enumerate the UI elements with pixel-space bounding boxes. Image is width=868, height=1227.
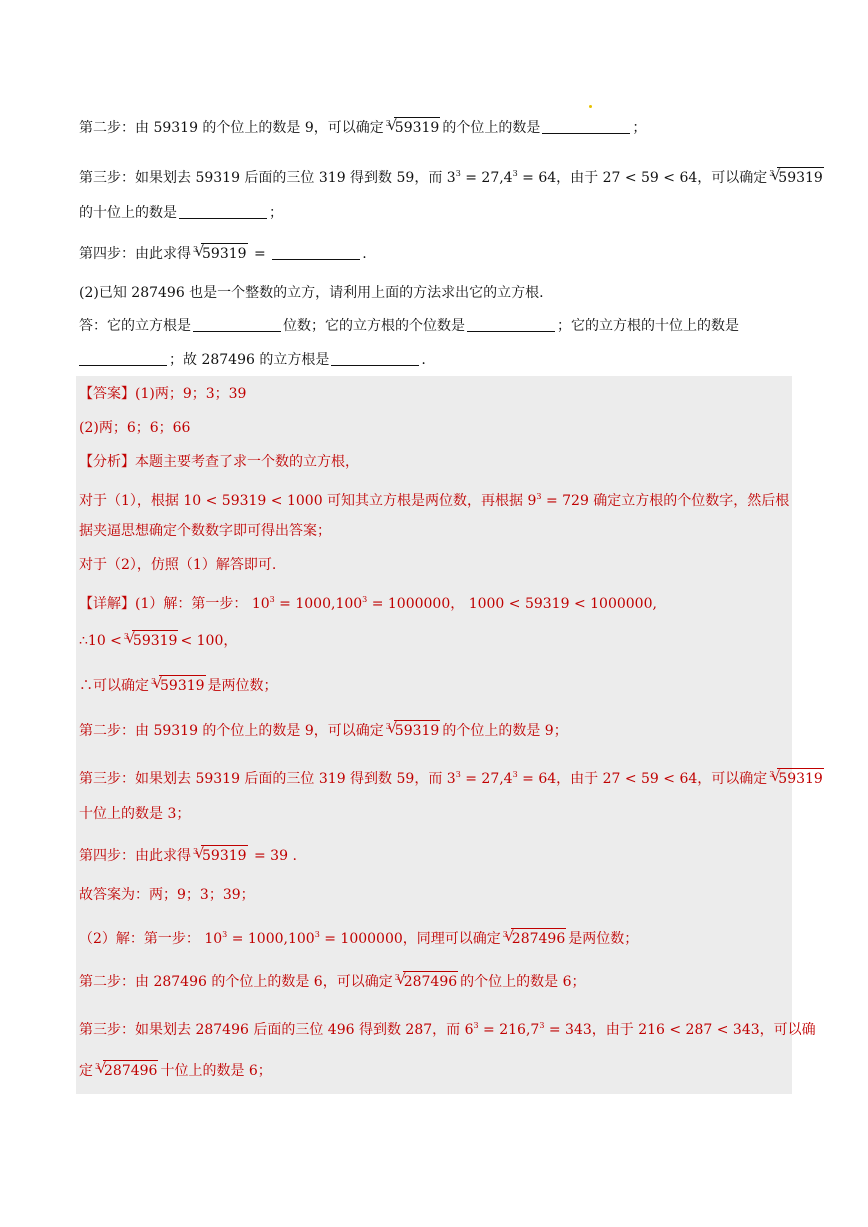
text: = 343，由于 216 < 287 < 343，可以确 bbox=[544, 1022, 816, 1038]
text: . bbox=[421, 352, 426, 368]
detail-step1 bbox=[79, 590, 657, 614]
analysis-1-line2: 据夹逼思想确定个数数字即可得出答案； bbox=[79, 523, 331, 539]
answer-line2 bbox=[79, 350, 426, 370]
text: ； bbox=[632, 120, 647, 136]
cube-root bbox=[769, 768, 824, 789]
text: 的个位上的数是 bbox=[442, 120, 541, 136]
text: 位数；它的立方根的个位数是 bbox=[283, 318, 465, 334]
radicand: √ 59319 bbox=[394, 720, 441, 741]
root-index: 3 bbox=[193, 847, 199, 856]
answer-line1 bbox=[79, 316, 739, 336]
text: 的个位上的数是 9； bbox=[442, 723, 568, 739]
cube-root bbox=[95, 1060, 158, 1081]
answer-blank[interactable] bbox=[467, 317, 555, 332]
analysis-2: 对于（2），仿照（1）解答即可. bbox=[79, 557, 277, 573]
text: = bbox=[249, 246, 271, 262]
root-index: 3 bbox=[769, 770, 775, 779]
therefore-1 bbox=[79, 630, 237, 651]
answer-blank[interactable] bbox=[179, 204, 267, 219]
text: 答：它的立方根是 bbox=[79, 318, 191, 334]
text: 是两位数； bbox=[568, 931, 639, 947]
answer-heading: 【答案】(1)两；9；3；39 bbox=[79, 386, 247, 402]
conclusion: 故答案为：两；9；3；39； bbox=[79, 887, 255, 903]
question-step3 bbox=[79, 164, 826, 188]
root-index: 3 bbox=[769, 169, 775, 178]
yellow-dot bbox=[589, 105, 592, 108]
text: ∴10 < bbox=[79, 633, 122, 649]
text: = 64，由于 27 < 59 < 64，可以确定 bbox=[517, 771, 768, 787]
radicand: √ 59319 bbox=[777, 768, 824, 789]
root-index: 3 bbox=[385, 722, 391, 731]
text: 第四步：由此求得 bbox=[79, 848, 191, 864]
question-step4 bbox=[79, 243, 367, 264]
exponent: 3 bbox=[473, 1021, 479, 1030]
text: = 216,7 bbox=[478, 1022, 540, 1038]
answer-part2: (2)两；6；6；66 bbox=[79, 420, 191, 436]
analysis-1 bbox=[79, 487, 789, 511]
exponent: 3 bbox=[539, 1021, 545, 1030]
part2-step3-line2 bbox=[79, 1060, 272, 1081]
text: （2）解：第一步： 10 bbox=[79, 931, 223, 947]
text: = 1000,100 bbox=[227, 931, 315, 947]
text: = 1000000，同理可以确定 bbox=[319, 931, 501, 947]
text: 定 bbox=[79, 1063, 93, 1079]
therefore-2 bbox=[79, 675, 278, 696]
exponent: 3 bbox=[314, 930, 320, 939]
text: = 1000000， 1000 < 59319 < 1000000, bbox=[367, 596, 657, 612]
text: = 64，由于 27 < 59 < 64，可以确定 bbox=[517, 170, 768, 186]
answer-blank[interactable] bbox=[79, 351, 167, 366]
exponent: 3 bbox=[512, 770, 518, 779]
cube-root bbox=[151, 675, 206, 696]
text: 对于（1），根据 10 < 59319 < 1000 可知其立方根是两位数，再根据 9 bbox=[79, 493, 537, 509]
question-part2: (2)已知 287496 也是一个整数的立方，请利用上面的方法求出它的立方根. bbox=[79, 285, 544, 301]
text: 第三步：如果划去 59319 后面的三位 319 得到数 59，而 3 bbox=[79, 170, 456, 186]
root-index: 3 bbox=[95, 1062, 101, 1071]
question-step2 bbox=[79, 117, 646, 138]
text: 第二步：由 59319 的个位上的数是 9，可以确定 bbox=[79, 723, 384, 739]
analysis-heading: 【分析】本题主要考查了求一个数的立方根， bbox=[79, 454, 359, 470]
text: = 39 . bbox=[249, 848, 297, 864]
root-index: 3 bbox=[193, 245, 199, 254]
text: 第三步：如果划去 59319 后面的三位 319 得到数 59，而 3 bbox=[79, 771, 456, 787]
answer-blank[interactable] bbox=[272, 245, 360, 260]
text: ∴可以确定 bbox=[79, 678, 149, 694]
text: = 27,4 bbox=[460, 771, 513, 787]
text: . bbox=[362, 246, 367, 262]
radicand: √ 287496 bbox=[403, 971, 458, 992]
exponent: 3 bbox=[512, 169, 518, 178]
detail-step3 bbox=[79, 765, 826, 789]
text: 的十位上的数是 bbox=[79, 205, 177, 221]
answer-blank[interactable] bbox=[542, 119, 630, 134]
radicand: √ 59319 bbox=[159, 675, 206, 696]
text: ； bbox=[269, 205, 283, 221]
part2-step3 bbox=[79, 1016, 816, 1040]
radicand: √ 59319 bbox=[201, 845, 248, 866]
radicand: √ 287496 bbox=[511, 928, 566, 949]
text: = 1000,100 bbox=[274, 596, 363, 612]
exponent: 3 bbox=[536, 492, 542, 501]
part2-step1 bbox=[79, 925, 638, 949]
detail-step4 bbox=[79, 845, 297, 866]
root-index: 3 bbox=[151, 677, 157, 686]
root-index: 3 bbox=[385, 119, 391, 128]
cube-root bbox=[193, 845, 248, 866]
cube-root bbox=[503, 928, 566, 949]
text: 第三步：如果划去 287496 后面的三位 496 得到数 287，而 6 bbox=[79, 1022, 474, 1038]
root-index: 3 bbox=[394, 973, 400, 982]
detail-step3-line2: 十位上的数是 3； bbox=[79, 806, 191, 822]
exponent: 3 bbox=[455, 169, 461, 178]
exponent: 3 bbox=[269, 595, 275, 604]
text: 【详解】(1）解：第一步： 10 bbox=[79, 596, 270, 612]
text: < 100， bbox=[180, 633, 238, 649]
cube-root bbox=[386, 720, 441, 741]
exponent: 3 bbox=[362, 595, 368, 604]
radicand: √ 59319 bbox=[394, 117, 441, 138]
cube-root bbox=[193, 243, 248, 264]
text: 是两位数； bbox=[207, 678, 278, 694]
detail-step2 bbox=[79, 720, 568, 741]
exponent: 3 bbox=[455, 770, 461, 779]
cube-root bbox=[124, 630, 179, 651]
root-index: 3 bbox=[123, 632, 129, 641]
part2-step2 bbox=[79, 971, 586, 992]
text: 第二步：由 59319 的个位上的数是 9，可以确定 bbox=[79, 120, 384, 136]
radicand: √ 287496 bbox=[103, 1060, 158, 1081]
text: ；故 287496 的立方根是 bbox=[169, 352, 330, 368]
text: 的个位上的数是 6； bbox=[460, 974, 586, 990]
radicand: √ 59319 bbox=[201, 243, 248, 264]
cube-root bbox=[769, 167, 824, 188]
cube-root bbox=[395, 971, 458, 992]
cube-root bbox=[386, 117, 441, 138]
text: = 729 确定立方根的个位数字，然后根 bbox=[541, 493, 790, 509]
answer-blank[interactable] bbox=[331, 351, 419, 366]
radicand: √ 59319 bbox=[132, 630, 179, 651]
text: = 27,4 bbox=[460, 170, 513, 186]
question-step3-line2 bbox=[79, 203, 283, 223]
root-index: 3 bbox=[502, 930, 508, 939]
text: 第二步：由 287496 的个位上的数是 6，可以确定 bbox=[79, 974, 393, 990]
text: 第四步：由此求得 bbox=[79, 246, 191, 262]
text: ；它的立方根的十位上的数是 bbox=[557, 318, 739, 334]
text: 十位上的数是 6； bbox=[160, 1063, 272, 1079]
exponent: 3 bbox=[222, 930, 228, 939]
answer-blank[interactable] bbox=[193, 317, 281, 332]
radicand: √ 59319 bbox=[777, 167, 824, 188]
